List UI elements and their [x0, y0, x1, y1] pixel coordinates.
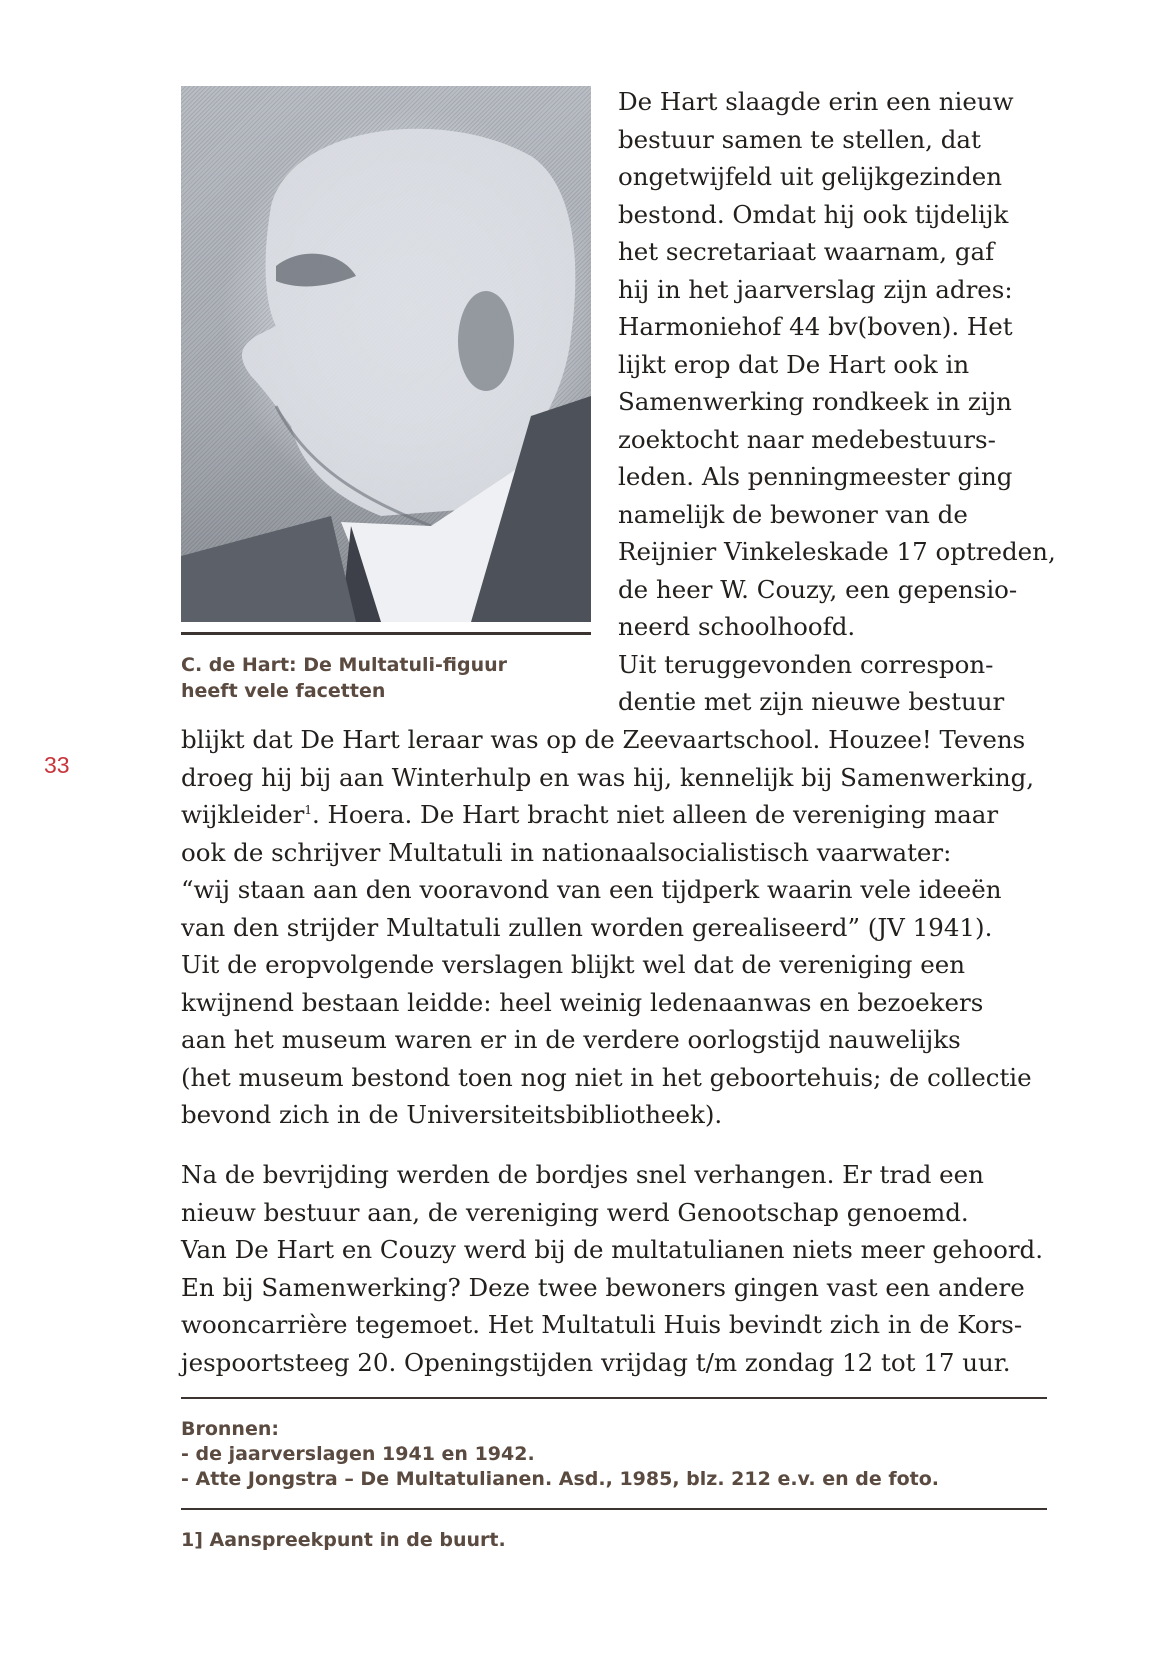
footnote-divider	[181, 1508, 1047, 1510]
text-line: droeg hij bij aan Winterhulp en was hij, kennelijk bij Samenwerking,	[181, 762, 1035, 792]
sources-divider	[181, 1397, 1047, 1399]
text-line: bevond zich in de Universiteitsbibliotheek).	[181, 1100, 723, 1129]
paragraph-2	[181, 1156, 1061, 1381]
text-line: wooncarrière tegemoet. Het Multatuli Huis bevindt zich in de Kors-	[181, 1310, 1023, 1339]
text-line: zoektocht naar medebestuurs-	[618, 424, 996, 454]
text-line: Uit teruggevonden correspon-	[618, 649, 994, 679]
text-line: ongetwijfeld uit gelijkgezinden	[618, 162, 1003, 191]
sources-block	[181, 1417, 939, 1492]
text-line: van den strijder Multatuli zullen worden gerealiseerd” (JV 1941).	[181, 912, 993, 942]
text-fragment: . Hoera. De Hart bracht niet alleen de vereniging maar	[311, 800, 999, 829]
text-line: ook de schrijver Multatuli in nationaalsocialistisch vaarwater:	[181, 837, 952, 867]
text-line: het secretariaat waarnam, gaf	[618, 237, 995, 266]
text-line: Reijnier Vinkeleskade 17 optreden,	[618, 537, 1056, 566]
text-line	[181, 796, 1061, 834]
text-line: Van De Hart en Couzy werd bij de multatulianen niets meer gehoord.	[181, 1235, 1044, 1264]
sources-heading: Bronnen:	[181, 1418, 279, 1440]
text-line: bestond. Omdat hij ook tijdelijk	[618, 199, 1009, 229]
footnote-reference[interactable]: 1	[304, 803, 312, 817]
jacket-left	[181, 516, 356, 622]
text-line: bestuur samen te stellen, dat	[618, 124, 981, 154]
text-fragment: wijkleider	[181, 800, 305, 829]
text-line: Uit de eropvolgende verslagen blijkt wel dat de vereniging een	[181, 950, 966, 979]
text-line: “wij staan aan den vooravond van een tijdperk waarin vele ideeën	[181, 875, 1002, 904]
portrait-illustration	[181, 86, 591, 622]
text-line: dentie met zijn nieuwe bestuur	[618, 687, 1005, 716]
portrait-photo	[181, 86, 591, 622]
source-item: - de jaarverslagen 1941 en 1942.	[181, 1443, 535, 1465]
text-line: hij in het jaarverslag zijn adres:	[618, 274, 1013, 304]
column-text	[618, 83, 1058, 721]
text-line: de heer W. Couzy, een gepensio-	[618, 574, 1018, 604]
text-line: En bij Samenwerking? Deze twee bewoners gingen vast een andere	[181, 1272, 1025, 1302]
paragraph-1	[181, 721, 1061, 1134]
text-line: nieuw bestuur aan, de vereniging werd Genootschap genoemd.	[181, 1197, 969, 1227]
text-line: Na de bevrijding werden de bordjes snel verhangen. Er trad een	[181, 1160, 984, 1189]
text-line: De Hart slaagde erin een nieuw	[618, 87, 1014, 116]
text-line: leden. Als penningmeester ging	[618, 462, 1013, 491]
text-line: namelijk de bewoner van de	[618, 499, 968, 529]
caption-line: heeft vele facetten	[181, 680, 386, 702]
text-line: neerd schoolhoofd.	[618, 612, 856, 641]
caption-divider	[181, 632, 591, 635]
photo-caption	[181, 652, 561, 704]
footnote: 1] Aanspreekpunt in de buurt.	[181, 1529, 506, 1551]
text-line: (het museum bestond toen nog niet in het geboortehuis; de collectie	[181, 1062, 1032, 1092]
caption-line: C. de Hart: De Multatuli-figuur	[181, 654, 508, 676]
ear-shape	[458, 291, 514, 391]
page-number: 33	[44, 752, 70, 778]
text-line: jespoortsteeg 20. Openingstijden vrijdag t/m zondag 12 tot 17 uur.	[181, 1347, 1011, 1377]
text-line: aan het museum waren er in de verdere oorlogstijd nauwelijks	[181, 1025, 961, 1054]
text-line: blijkt dat De Hart leraar was op de Zeevaartschool. Houzee! Tevens	[181, 725, 1026, 754]
source-item: - Atte Jongstra – De Multatulianen. Asd., 1985, blz. 212 e.v. en de foto.	[181, 1468, 940, 1490]
text-line: lijkt erop dat De Hart ook in	[618, 349, 970, 379]
text-line: Samenwerking rondkeek in zijn	[618, 387, 1012, 416]
text-line: Harmoniehof 44 bv(boven). Het	[618, 312, 1013, 341]
text-line: kwijnend bestaan leidde: heel weinig ledenaanwas en bezoekers	[181, 987, 984, 1017]
